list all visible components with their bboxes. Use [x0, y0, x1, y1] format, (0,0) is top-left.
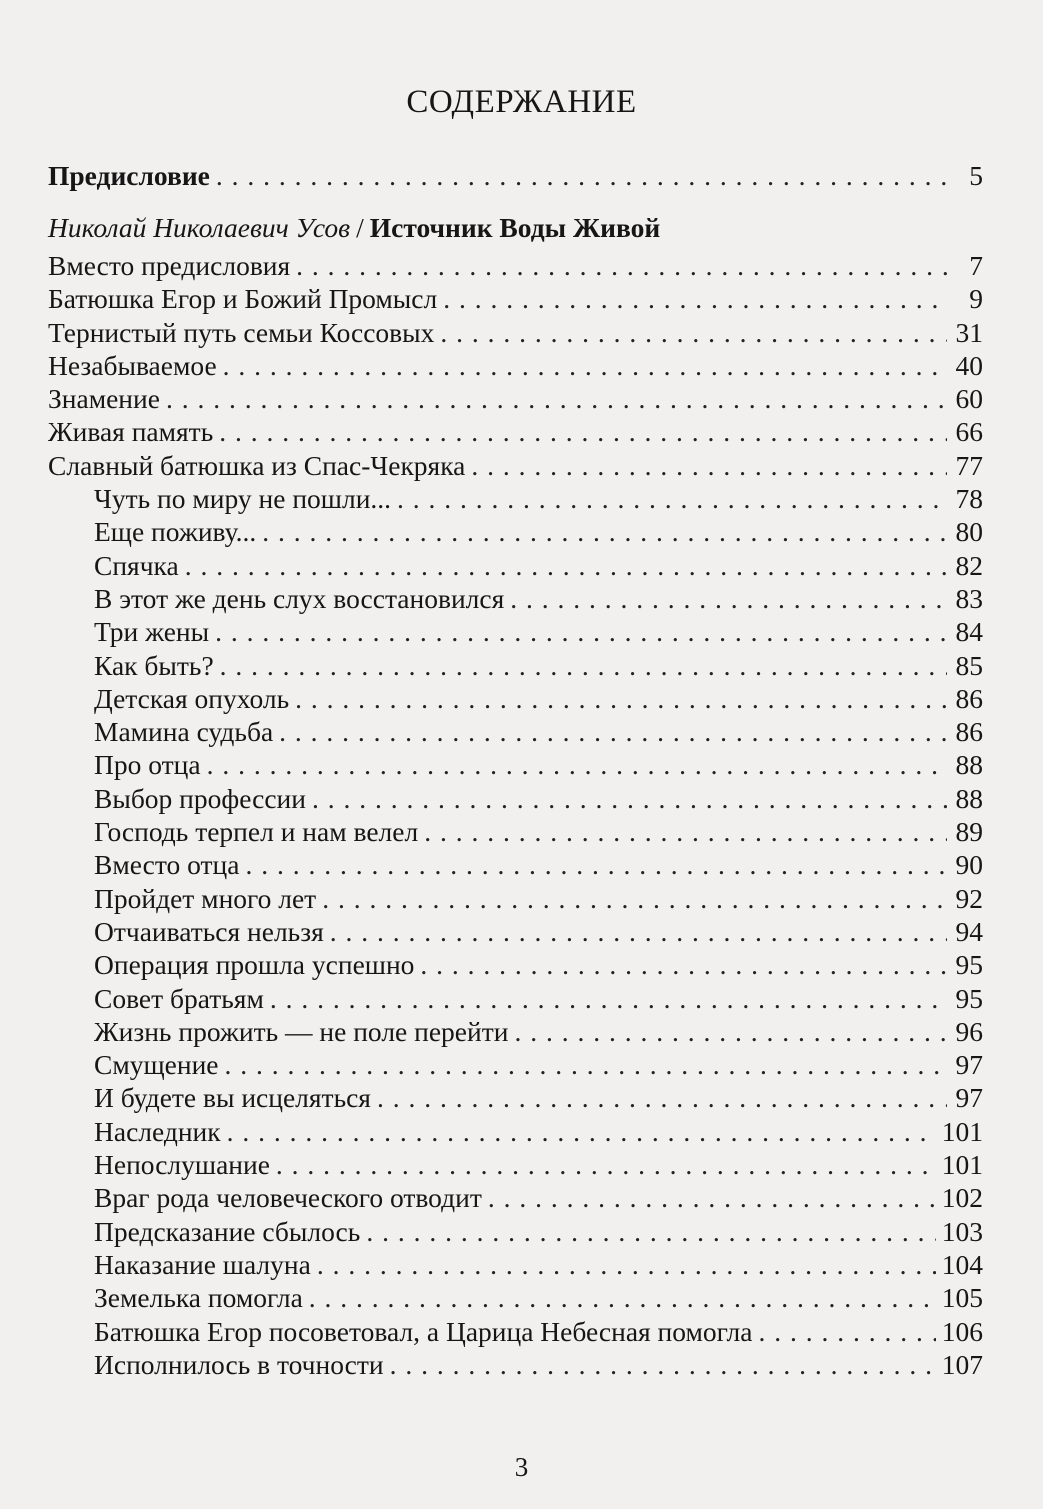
toc-subentry[interactable] [48, 783, 983, 816]
toc-subentry-title: Еще поживу... [94, 516, 257, 548]
toc-subentry[interactable] [48, 816, 983, 849]
leader-dots [377, 1082, 947, 1114]
table-of-contents [48, 160, 983, 1382]
toc-entry-page: 77 [955, 449, 983, 481]
toc-entry-page: 31 [955, 316, 983, 348]
leader-dots [276, 1149, 936, 1181]
toc-subentry-page: 101 [941, 1115, 983, 1147]
section-heading [48, 200, 983, 250]
toc-subentry[interactable] [48, 516, 983, 549]
leader-dots [225, 1049, 947, 1081]
leader-dots [185, 550, 947, 582]
toc-subentry-page: 97 [955, 1049, 983, 1081]
toc-entry[interactable] [48, 350, 983, 383]
toc-subentry-page: 95 [955, 949, 983, 981]
leader-dots [317, 1249, 936, 1281]
toc-entry-title: Славный батюшка из Спас-Чекряка [48, 449, 466, 481]
toc-subentry[interactable] [48, 1282, 983, 1315]
toc-subentry[interactable] [48, 849, 983, 882]
toc-subentry[interactable] [48, 1049, 983, 1082]
toc-subentry-title: Выбор профессии [94, 782, 306, 814]
section-author: Николай Николаевич Усов [48, 212, 351, 243]
toc-subentry-page: 107 [941, 1348, 983, 1380]
toc-entry-page: 5 [969, 160, 983, 191]
toc-subentry[interactable] [48, 883, 983, 916]
toc-subentry[interactable] [48, 983, 983, 1016]
toc-subentry-page: 101 [941, 1149, 983, 1181]
toc-subentry-page: 89 [955, 816, 983, 848]
toc-subentry-title: Предсказание сбылось [94, 1215, 361, 1247]
toc-subentry-title: Мамина судьба [94, 716, 274, 748]
toc-subentry-page: 105 [941, 1282, 983, 1314]
toc-subentry[interactable] [48, 1082, 983, 1115]
toc-subentry-title: Наказание шалуна [94, 1248, 311, 1280]
toc-subentry[interactable] [48, 1149, 983, 1182]
leader-dots [322, 883, 947, 915]
section-separator: / [356, 212, 364, 243]
toc-subentry[interactable] [48, 1016, 983, 1049]
toc-entry-title: Предисловие [48, 160, 210, 191]
leader-dots [245, 849, 947, 881]
toc-entry-title: Вместо предисловия [48, 250, 291, 281]
toc-entry-page: 40 [955, 349, 983, 381]
toc-subentry[interactable] [48, 1216, 983, 1249]
toc-subentry-title: И будете вы исцеляться [94, 1082, 371, 1114]
toc-subentry[interactable] [48, 583, 983, 616]
toc-subentry-title: Враг рода человеческого отводит [94, 1182, 482, 1214]
toc-subentry-title: Наследник [94, 1115, 221, 1147]
toc-subentry-page: 95 [955, 982, 983, 1014]
toc-entry-page: 7 [969, 250, 983, 281]
toc-entry[interactable] [48, 450, 983, 483]
toc-entry-title: Батюшка Егор и Божий Промысл [48, 283, 438, 315]
toc-subentry-page: 85 [955, 649, 983, 681]
leader-dots [279, 716, 947, 748]
leader-dots [514, 1016, 947, 1048]
leader-dots [420, 949, 947, 981]
toc-subentry-title: Операция прошла успешно [94, 949, 415, 981]
leader-dots [510, 583, 947, 615]
toc-entry[interactable] [48, 317, 983, 350]
toc-subentry-page: 90 [955, 849, 983, 881]
toc-subentry-page: 88 [955, 782, 983, 814]
toc-subentry-page: 82 [955, 549, 983, 581]
toc-subentry[interactable] [48, 749, 983, 782]
toc-subentry-title: Совет братьям [94, 982, 264, 1014]
leader-dots [270, 983, 947, 1015]
leader-dots [223, 350, 947, 382]
toc-subentry-page: 102 [941, 1182, 983, 1214]
toc-subentry[interactable] [48, 1249, 983, 1282]
section-book-title: Источник Воды Живой [369, 212, 661, 243]
toc-subentry-page: 80 [955, 516, 983, 548]
toc-entry-title: Живая память [48, 416, 214, 448]
toc-entry-title: Знамение [48, 383, 160, 415]
leader-dots [216, 160, 947, 192]
leader-dots [309, 1282, 936, 1314]
leader-dots [312, 783, 947, 815]
toc-subentry-title: Отчаиваться нельзя [94, 915, 324, 947]
leader-dots [758, 1316, 935, 1348]
toc-subentry-title: В этот же день слух восстановился [94, 582, 505, 614]
toc-entry-preface[interactable] [48, 160, 983, 200]
toc-entry[interactable] [48, 383, 983, 416]
toc-subentry-title: Земелька помогла [94, 1282, 303, 1314]
toc-subentry-title: Три жены [94, 616, 210, 648]
toc-subentry-title: Смущение [94, 1049, 219, 1081]
leader-dots [443, 283, 947, 315]
toc-subentry-title: Пройдет много лет [94, 882, 317, 914]
leader-dots [295, 683, 947, 715]
toc-subentry-page: 86 [955, 716, 983, 748]
leader-dots [330, 916, 947, 948]
toc-subentry-title: Чуть по миру не пошли... [94, 483, 392, 515]
toc-subentry[interactable] [48, 1349, 983, 1382]
toc-subentry-page: 106 [941, 1315, 983, 1347]
toc-subentry-title: Спячка [94, 549, 179, 581]
toc-subentry-title: Батюшка Егор посоветовал, а Царица Небесная помогла [94, 1315, 753, 1347]
toc-subentry-page: 94 [955, 915, 983, 947]
page-number: 3 [514, 1452, 529, 1482]
leader-dots [166, 383, 947, 415]
leader-dots [366, 1216, 935, 1248]
toc-subentry-title: Вместо отца [94, 849, 240, 881]
toc-subentry[interactable] [48, 716, 983, 749]
toc-subentry[interactable] [48, 1316, 983, 1349]
leader-dots [488, 1182, 936, 1214]
toc-subentry-page: 104 [941, 1248, 983, 1280]
leader-dots [227, 1116, 936, 1148]
toc-entry-title: Тернистый путь семьи Коссовых [48, 316, 435, 348]
leader-dots [262, 516, 947, 548]
toc-subentry-title: Детская опухоль [94, 682, 290, 714]
leader-dots [390, 1349, 936, 1381]
leader-dots [219, 416, 947, 448]
toc-subentry[interactable] [48, 616, 983, 649]
toc-entry[interactable] [48, 250, 983, 283]
page-title: СОДЕРЖАНИЕ [406, 84, 637, 120]
toc-entry-title: Незабываемое [48, 349, 217, 381]
leader-dots [424, 816, 947, 848]
toc-subentry-title: Исполнилось в точности [94, 1348, 384, 1380]
toc-subentry[interactable] [48, 949, 983, 982]
leader-dots [207, 749, 947, 781]
toc-subentry-title: Как быть? [94, 649, 214, 681]
toc-subentry[interactable] [48, 483, 983, 516]
leader-dots [471, 450, 947, 482]
toc-subentry-page: 92 [955, 882, 983, 914]
toc-subentry-title: Господь терпел и нам велел [94, 816, 419, 848]
toc-subentry-page: 97 [955, 1082, 983, 1114]
toc-subentry-title: Непослушание [94, 1149, 270, 1181]
toc-subentry-page: 96 [955, 1015, 983, 1047]
toc-subentry-title: Жизнь прожить — не поле перейти [94, 1015, 509, 1047]
toc-subentry[interactable] [48, 550, 983, 583]
toc-subentry-page: 83 [955, 582, 983, 614]
toc-subentry-page: 78 [955, 483, 983, 515]
leader-dots [397, 483, 947, 515]
toc-subentry-page: 84 [955, 616, 983, 648]
leader-dots [215, 616, 947, 648]
toc-subentry[interactable] [48, 1182, 983, 1215]
toc-subentry-page: 88 [955, 749, 983, 781]
toc-entries [48, 250, 983, 483]
toc-subentry[interactable] [48, 650, 983, 683]
toc-subentry[interactable] [48, 916, 983, 949]
toc-entry-page: 66 [955, 416, 983, 448]
toc-entry-page: 60 [955, 383, 983, 415]
toc-subentry-title: Про отца [94, 749, 201, 781]
toc-entry[interactable] [48, 283, 983, 316]
toc-subentries [48, 483, 983, 1382]
toc-subentry-page: 86 [955, 682, 983, 714]
leader-dots [296, 250, 947, 282]
toc-entry-page: 9 [969, 283, 983, 315]
toc-subentry[interactable] [48, 1116, 983, 1149]
leader-dots [220, 650, 947, 682]
leader-dots [440, 317, 947, 349]
toc-subentry[interactable] [48, 683, 983, 716]
toc-entry[interactable] [48, 416, 983, 449]
toc-subentry-page: 103 [941, 1215, 983, 1247]
